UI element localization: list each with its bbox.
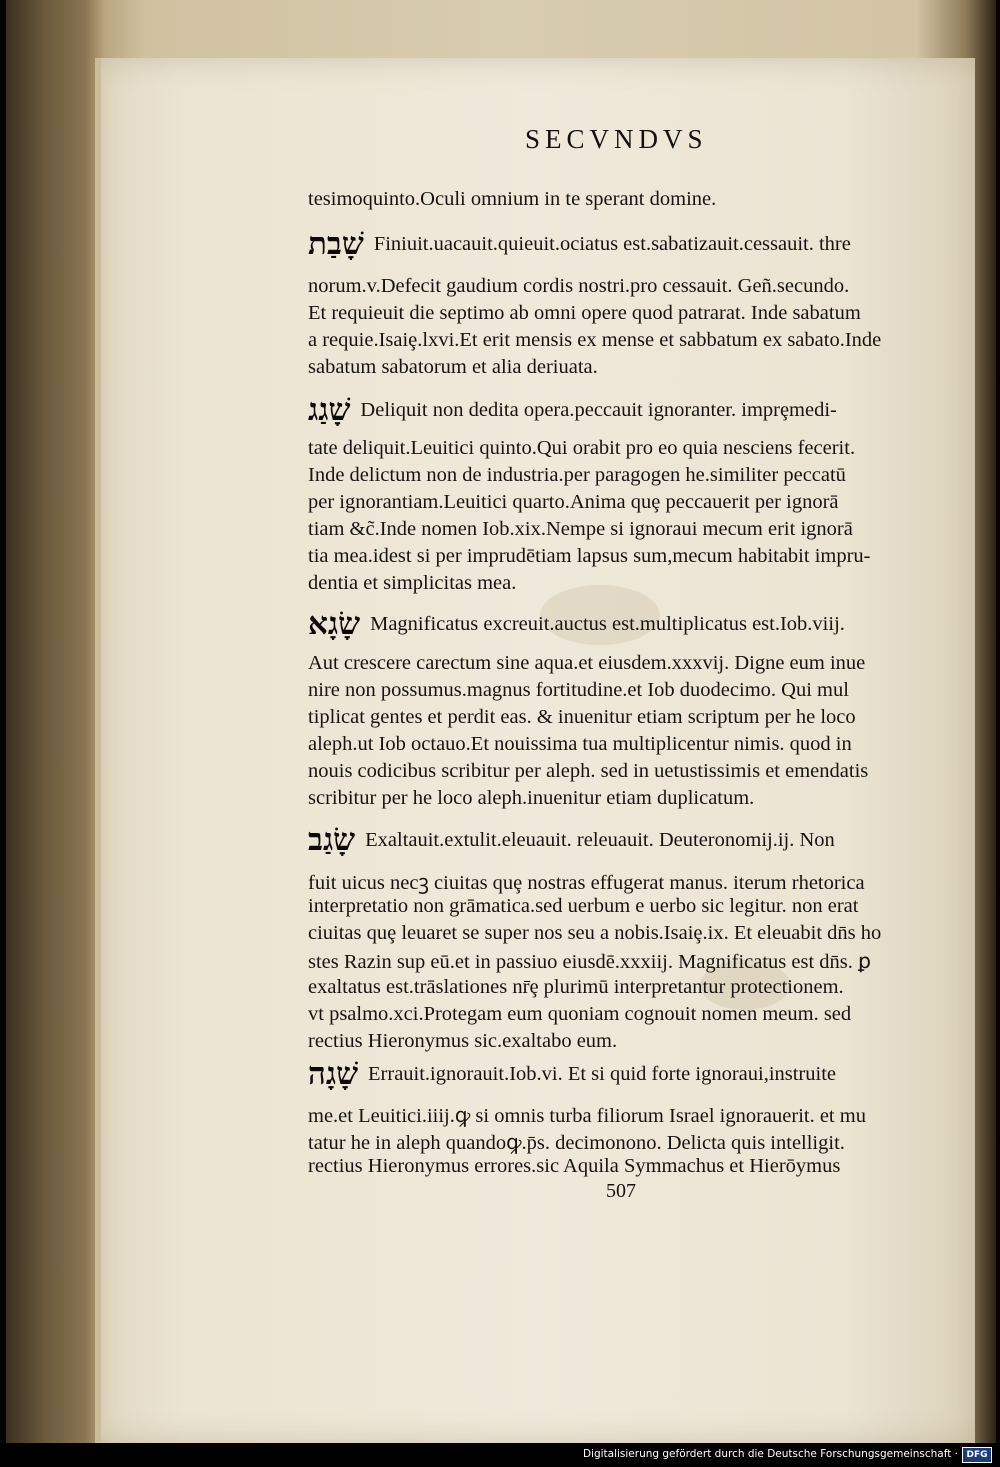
entry-first-line: Magnificatus excreuit.auctus est.multiplicatus est.Iob.viij. [370, 612, 845, 635]
entry-shaga-heading [308, 1056, 836, 1092]
funding-credit: Digitalisierung gefördert durch die Deutsche Forschungsgemeinschaft · [582, 1448, 958, 1460]
entry-line: Aut crescere carectum sine aqua.et eiusdem.xxxvij. Digne eum inue [308, 652, 866, 674]
entry-first-line: Deliquit non dedita opera.peccauit ignoranter. imprȩmedi- [360, 398, 837, 421]
entry-line: ciuitas quȩ leuaret se super nos seu a nobis.Isaiȩ.ix. Et eleuabit dn̄s ho [308, 922, 882, 944]
entry-saga-heading [308, 606, 845, 642]
entry-line: tiplicat gentes et perdit eas. & inuenitur etiam scriptum per he loco [308, 706, 856, 728]
running-head: SECVNDVS [525, 124, 708, 154]
footer-bar [0, 1443, 1000, 1467]
entry-shabat-heading [308, 226, 851, 262]
page-edge [95, 58, 101, 1443]
page-number: 507 [606, 1180, 636, 1202]
entry-line: nire non possumus.magnus fortitudine.et Iob duodecimo. Qui mul [308, 679, 849, 701]
entry-line: fuit uicus necꝫ ciuitas quȩ nostras effugerat manus. iterum rhetorica [308, 872, 865, 894]
entry-line: nouis codicibus scribitur per aleph. sed in uetustissimis et emendatis [308, 760, 869, 782]
entry-first-line: Errauit.ignorauit.Iob.vi. Et si quid forte ignoraui,instruite [368, 1062, 837, 1085]
entry-first-line: Exaltauit.extulit.eleuauit. releuauit. Deuteronomij.ij. Non [365, 828, 835, 851]
entry-line: tia mea.idest si per imprudētiam lapsus sum,mecum habitabit impru- [308, 545, 871, 567]
entry-sagab-heading [308, 822, 835, 858]
entry-line: a requie.Isaiȩ.lxvi.Et erit mensis ex mense et sabbatum ex sabato.Inde [308, 329, 882, 351]
entry-line: me.et Leuitici.iiij.ꝙ si omnis turba filiorum Israel ignorauerit. et mu [308, 1105, 866, 1127]
entry-line: stes Razin sup eū.et in passiuo eiusdē.xxxiij. Magnificatus est dn̄s. ꝑ [308, 951, 872, 973]
entry-line: rectius Hieronymus errores.sic Aquila Symmachus et Hierōymus [308, 1155, 841, 1177]
entry-first-line: Finiuit.uacauit.quieuit.ociatus est.sabatizauit.cessauit. thre [373, 232, 851, 255]
entry-line: per ignorantiam.Leuitici quarto.Anima quȩ peccauerit per ignorā [308, 491, 839, 513]
entry-shagag-heading [308, 392, 837, 428]
hebrew-lemma: שָׁגַג [308, 392, 351, 428]
dfg-logo: DFG [962, 1447, 992, 1463]
entry-line: exaltatus est.trāslationes nr̄ȩ plurimū interpretantur protectionem. [308, 976, 844, 998]
entry-line: vt psalmo.xci.Protegam eum quoniam cognouit nomen meum. sed [308, 1003, 852, 1025]
opening-line: tesimoquinto.Oculi omnium in te sperant domine. [308, 188, 717, 210]
hebrew-lemma: שָׂגַב [308, 822, 356, 858]
entry-line: aleph.ut Iob octauo.Et nouissima tua multiplicentur nimis. quod in [308, 733, 852, 755]
entry-line: Et requieuit die septimo ab omni opere quod patrarat. Inde sabatum [308, 302, 861, 324]
entry-line: Inde delictum non de industria.per paragogen he.similiter peccatū [308, 464, 846, 486]
entry-line: norum.v.Defecit gaudium cordis nostri.pro cessauit. Geñ.secundo. [308, 275, 850, 297]
entry-line: dentia et simplicitas mea. [308, 572, 517, 594]
entry-line: scribitur per he loco aleph.inuenitur etiam duplicatum. [308, 787, 755, 809]
entry-line: rectius Hieronymus sic.exaltabo eum. [308, 1030, 618, 1052]
hebrew-lemma: שָׂגָא [308, 606, 361, 642]
entry-line: tatur he in aleph quandoꝙ.p̄s. decimonono. Delicta quis intelligit. [308, 1132, 845, 1154]
entry-line: tate deliquit.Leuitici quinto.Qui orabit pro eo quia nesciens fecerit. [308, 437, 856, 459]
entry-line: sabatum sabatorum et alia deriuata. [308, 356, 598, 378]
entry-line: tiam &c̃.Inde nomen Iob.xix.Nempe si ignoraui mecum erit ignorā [308, 518, 853, 540]
hebrew-lemma: שָׁגָה [308, 1056, 359, 1092]
hebrew-lemma: שָׁבַת [308, 226, 364, 262]
entry-line: interpretatio non grāmatica.sed uerbum e uerbo sic legitur. non erat [308, 895, 859, 917]
